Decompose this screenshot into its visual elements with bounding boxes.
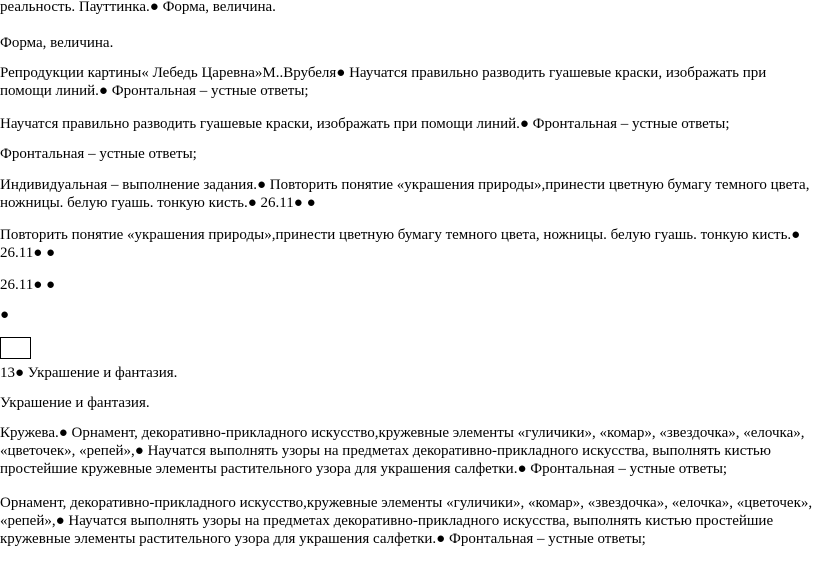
text-line: 26.11● ● [0, 277, 56, 293]
text-paragraph: Научатся правильно разводить гуашевые краски, изображать при помощи линий.● Фронтальная – устные ответы; [0, 116, 730, 132]
text-line: Форма, величина. [0, 35, 114, 51]
text-paragraph: Повторить понятие «украшения природы»,принести цветную бумагу темного цвета, ножницы. белую гуашь. тонкую кисть.● 26.11● ● [0, 227, 801, 261]
text-line: Фронтальная – устные ответы; [0, 146, 197, 162]
text-paragraph: Индивидуальная – выполнение задания.● Повторить понятие «украшения природы»,принести цветную бумагу темного цвета, ножницы. белую гуашь. тонкую кисть.● 26.11● ● [0, 177, 810, 211]
text-paragraph: Кружева.● Орнамент, декоративно-прикладного искусство,кружевные элементы «гуличики», «комар», «звездочка», «елочка», «цветочек», «репей»,● Научатся выполнять узоры на предметах декоративно-прикладного искусства, выполнять кистью простейшие кружевные элементы растительного узора для украшения салфетки.● Фронтальная – устные ответы; [0, 425, 805, 477]
empty-table-cell [0, 337, 31, 359]
text-line: 13● Украшение и фантазия. [0, 365, 178, 381]
bullet-line: ● [0, 307, 10, 323]
text-paragraph: Орнамент, декоративно-прикладного искусство,кружевные элементы «гуличики», «комар», «звездочка», «елочка», «цветочек», «репей»,● Научатся выполнять узоры на предметах декоративно-прикладного искусства, выполнять кистью простейшие кружевные элементы растительного узора для украшения салфетки.● Фронтальная – устные ответы; [0, 495, 813, 547]
text-line: Украшение и фантазия. [0, 395, 150, 411]
text-paragraph: Репродукции картины« Лебедь Царевна»М..Врубеля● Научатся правильно разводить гуашевые краски, изображать при помощи линий.● Фронтальная – устные ответы; [0, 65, 767, 99]
text-line: реальность. Пауттинка.● Форма, величина. [0, 0, 276, 15]
